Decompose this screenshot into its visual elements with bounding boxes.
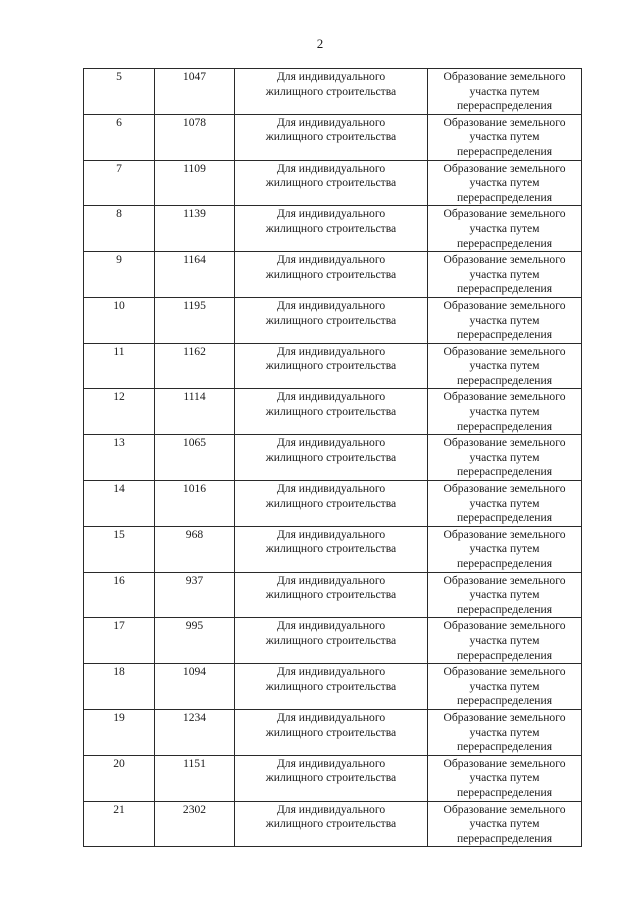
area-value: 1094 xyxy=(182,665,207,679)
formation-method-cell xyxy=(428,755,582,801)
permitted-use-line: Для индивидуального xyxy=(276,482,386,496)
permitted-use-line: жилищного строительства xyxy=(265,817,397,831)
area-value: 995 xyxy=(185,619,204,633)
permitted-use-line: жилищного строительства xyxy=(265,588,397,602)
formation-method-line: перераспределения xyxy=(456,328,553,342)
row-number: 9 xyxy=(116,253,122,267)
formation-method-line: перераспределения xyxy=(456,236,553,250)
table-row xyxy=(84,526,582,572)
permitted-use-line: Для индивидуального xyxy=(276,253,386,267)
row-number: 16 xyxy=(113,573,125,587)
permitted-use-line: жилищного строительства xyxy=(265,84,397,98)
permitted-use-line: жилищного строительства xyxy=(265,221,397,235)
table-body xyxy=(84,69,582,847)
permitted-use-line: жилищного строительства xyxy=(265,725,397,739)
formation-method-line: участка путем xyxy=(469,130,540,144)
table-row xyxy=(84,572,582,618)
permitted-use-line: жилищного строительства xyxy=(265,130,397,144)
formation-method-line: Образование земельного xyxy=(443,482,566,496)
formation-method-line: перераспределения xyxy=(456,785,553,799)
formation-method-cell xyxy=(428,206,582,252)
formation-method-line: Образование земельного xyxy=(443,161,566,175)
area-value: 1114 xyxy=(183,390,206,404)
formation-method-cell xyxy=(428,709,582,755)
formation-method-line: Образование земельного xyxy=(443,665,566,679)
row-number: 19 xyxy=(113,710,125,724)
area-cell xyxy=(155,69,235,115)
permitted-use-cell xyxy=(235,343,428,389)
row-number: 15 xyxy=(113,527,125,541)
table-row xyxy=(84,69,582,115)
area-value: 1109 xyxy=(183,161,206,175)
permitted-use-cell xyxy=(235,481,428,527)
formation-method-line: Образование земельного xyxy=(443,573,566,587)
formation-method-line: Образование земельного xyxy=(443,70,566,83)
permitted-use-line: жилищного строительства xyxy=(265,405,397,419)
permitted-use-line: Для индивидуального xyxy=(276,573,386,587)
formation-method-line: Образование земельного xyxy=(443,390,566,404)
area-value: 937 xyxy=(185,573,204,587)
permitted-use-line: жилищного строительства xyxy=(265,633,397,647)
area-value: 1151 xyxy=(183,756,206,770)
permitted-use-line: жилищного строительства xyxy=(265,450,397,464)
row-number: 5 xyxy=(116,70,122,83)
formation-method-line: участка путем xyxy=(469,450,540,464)
row-number-cell xyxy=(84,801,155,847)
row-number: 10 xyxy=(113,298,125,312)
permitted-use-cell xyxy=(235,389,428,435)
row-number: 13 xyxy=(113,436,125,450)
area-value: 1016 xyxy=(182,482,207,496)
area-cell xyxy=(155,664,235,710)
area-cell xyxy=(155,481,235,527)
table-row xyxy=(84,343,582,389)
row-number-cell xyxy=(84,114,155,160)
area-cell xyxy=(155,343,235,389)
row-number-cell xyxy=(84,709,155,755)
permitted-use-line: Для индивидуального xyxy=(276,298,386,312)
area-value: 1139 xyxy=(183,207,206,221)
formation-method-cell xyxy=(428,801,582,847)
formation-method-line: участка путем xyxy=(469,84,540,98)
formation-method-cell xyxy=(428,160,582,206)
formation-method-line: Образование земельного xyxy=(443,344,566,358)
row-number-cell xyxy=(84,618,155,664)
permitted-use-line: Для индивидуального xyxy=(276,527,386,541)
formation-method-line: перераспределения xyxy=(456,190,553,204)
table-row xyxy=(84,160,582,206)
permitted-use-line: жилищного строительства xyxy=(265,359,397,373)
permitted-use-cell xyxy=(235,572,428,618)
page-number: 2 xyxy=(316,36,324,51)
area-cell xyxy=(155,755,235,801)
formation-method-line: перераспределения xyxy=(456,282,553,296)
formation-method-line: перераспределения xyxy=(456,648,553,662)
area-value: 1195 xyxy=(183,298,206,312)
formation-method-cell xyxy=(428,664,582,710)
row-number-cell xyxy=(84,69,155,115)
table-row xyxy=(84,252,582,298)
formation-method-line: Образование земельного xyxy=(443,115,566,129)
formation-method-cell xyxy=(428,389,582,435)
permitted-use-cell xyxy=(235,297,428,343)
formation-method-line: перераспределения xyxy=(456,373,553,387)
permitted-use-cell xyxy=(235,664,428,710)
formation-method-line: Образование земельного xyxy=(443,436,566,450)
permitted-use-line: жилищного строительства xyxy=(265,679,397,693)
table-row xyxy=(84,206,582,252)
formation-method-line: перераспределения xyxy=(456,419,553,433)
formation-method-line: участка путем xyxy=(469,405,540,419)
area-cell xyxy=(155,252,235,298)
formation-method-line: Образование земельного xyxy=(443,710,566,724)
row-number-cell xyxy=(84,755,155,801)
permitted-use-line: Для индивидуального xyxy=(276,756,386,770)
row-number: 18 xyxy=(113,665,125,679)
area-value: 968 xyxy=(185,527,204,541)
row-number-cell xyxy=(84,297,155,343)
formation-method-line: перераспределения xyxy=(456,144,553,158)
area-value: 1234 xyxy=(182,710,207,724)
formation-method-line: участка путем xyxy=(469,771,540,785)
row-number-cell xyxy=(84,252,155,298)
permitted-use-line: Для индивидуального xyxy=(276,70,386,83)
permitted-use-cell xyxy=(235,618,428,664)
area-value: 1162 xyxy=(183,344,206,358)
formation-method-line: участка путем xyxy=(469,496,540,510)
formation-method-line: Образование земельного xyxy=(443,207,566,221)
area-cell xyxy=(155,709,235,755)
row-number: 11 xyxy=(113,344,125,358)
formation-method-cell xyxy=(428,343,582,389)
formation-method-line: участка путем xyxy=(469,633,540,647)
permitted-use-cell xyxy=(235,114,428,160)
permitted-use-cell xyxy=(235,709,428,755)
table-row xyxy=(84,709,582,755)
table-row xyxy=(84,297,582,343)
formation-method-line: перераспределения xyxy=(456,694,553,708)
formation-method-line: Образование земельного xyxy=(443,298,566,312)
table-row xyxy=(84,435,582,481)
formation-method-line: участка путем xyxy=(469,267,540,281)
formation-method-line: Образование земельного xyxy=(443,253,566,267)
formation-method-line: Образование земельного xyxy=(443,802,566,816)
permitted-use-cell xyxy=(235,160,428,206)
formation-method-line: участка путем xyxy=(469,221,540,235)
formation-method-line: участка путем xyxy=(469,725,540,739)
formation-method-line: перераспределения xyxy=(456,831,553,845)
area-cell xyxy=(155,526,235,572)
row-number: 6 xyxy=(116,115,122,129)
area-cell xyxy=(155,206,235,252)
formation-method-line: участка путем xyxy=(469,359,540,373)
formation-method-cell xyxy=(428,252,582,298)
table-row xyxy=(84,664,582,710)
table-row xyxy=(84,801,582,847)
area-value: 1078 xyxy=(182,115,207,129)
land-plots-table xyxy=(83,68,582,847)
formation-method-cell xyxy=(428,572,582,618)
area-value: 1065 xyxy=(182,436,207,450)
formation-method-line: участка путем xyxy=(469,679,540,693)
permitted-use-cell xyxy=(235,526,428,572)
permitted-use-cell xyxy=(235,252,428,298)
area-cell xyxy=(155,435,235,481)
permitted-use-line: жилищного строительства xyxy=(265,542,397,556)
area-cell xyxy=(155,297,235,343)
formation-method-cell xyxy=(428,69,582,115)
formation-method-line: участка путем xyxy=(469,588,540,602)
row-number: 8 xyxy=(116,207,122,221)
row-number: 7 xyxy=(116,161,122,175)
formation-method-line: перераспределения xyxy=(456,557,553,570)
permitted-use-line: Для индивидуального xyxy=(276,710,386,724)
permitted-use-line: жилищного строительства xyxy=(265,496,397,510)
permitted-use-line: Для индивидуального xyxy=(276,665,386,679)
permitted-use-line: Для индивидуального xyxy=(276,344,386,358)
permitted-use-line: Для индивидуального xyxy=(276,390,386,404)
area-cell xyxy=(155,618,235,664)
permitted-use-line: Для индивидуального xyxy=(276,207,386,221)
row-number-cell xyxy=(84,206,155,252)
formation-method-line: Образование земельного xyxy=(443,619,566,633)
row-number: 17 xyxy=(113,619,125,633)
table-row xyxy=(84,389,582,435)
row-number-cell xyxy=(84,389,155,435)
permitted-use-cell xyxy=(235,206,428,252)
area-cell xyxy=(155,572,235,618)
row-number: 20 xyxy=(113,756,125,770)
row-number-cell xyxy=(84,160,155,206)
area-cell xyxy=(155,801,235,847)
permitted-use-line: жилищного строительства xyxy=(265,313,397,327)
permitted-use-cell xyxy=(235,69,428,115)
permitted-use-line: Для индивидуального xyxy=(276,161,386,175)
permitted-use-cell xyxy=(235,755,428,801)
row-number: 21 xyxy=(113,802,125,816)
row-number-cell xyxy=(84,572,155,618)
permitted-use-line: жилищного строительства xyxy=(265,176,397,190)
table-row xyxy=(84,481,582,527)
formation-method-line: участка путем xyxy=(469,176,540,190)
permitted-use-cell xyxy=(235,801,428,847)
area-cell xyxy=(155,160,235,206)
row-number: 14 xyxy=(113,482,125,496)
formation-method-cell xyxy=(428,297,582,343)
area-cell xyxy=(155,114,235,160)
permitted-use-line: Для индивидуального xyxy=(276,436,386,450)
formation-method-line: перераспределения xyxy=(456,602,553,616)
table-row xyxy=(84,618,582,664)
formation-method-line: Образование земельного xyxy=(443,527,566,541)
formation-method-line: участка путем xyxy=(469,542,540,556)
formation-method-line: перераспределения xyxy=(456,465,553,479)
permitted-use-line: Для индивидуального xyxy=(276,802,386,816)
row-number: 12 xyxy=(113,390,125,404)
area-value: 1047 xyxy=(182,70,207,83)
area-value: 2302 xyxy=(182,802,207,816)
row-number-cell xyxy=(84,435,155,481)
row-number-cell xyxy=(84,343,155,389)
formation-method-line: участка путем xyxy=(469,817,540,831)
permitted-use-line: Для индивидуального xyxy=(276,115,386,129)
formation-method-line: Образование земельного xyxy=(443,756,566,770)
row-number-cell xyxy=(84,481,155,527)
formation-method-line: перераспределения xyxy=(456,740,553,754)
table-row xyxy=(84,114,582,160)
formation-method-cell xyxy=(428,481,582,527)
row-number-cell xyxy=(84,526,155,572)
permitted-use-line: жилищного строительства xyxy=(265,771,397,785)
area-cell xyxy=(155,389,235,435)
area-value: 1164 xyxy=(183,253,206,267)
row-number-cell xyxy=(84,664,155,710)
formation-method-cell xyxy=(428,618,582,664)
formation-method-line: перераспределения xyxy=(456,99,553,113)
formation-method-line: участка путем xyxy=(469,313,540,327)
permitted-use-line: жилищного строительства xyxy=(265,267,397,281)
formation-method-cell xyxy=(428,114,582,160)
formation-method-cell xyxy=(428,435,582,481)
formation-method-line: перераспределения xyxy=(456,511,553,525)
permitted-use-line: Для индивидуального xyxy=(276,619,386,633)
formation-method-cell xyxy=(428,526,582,572)
permitted-use-cell xyxy=(235,435,428,481)
table-row xyxy=(84,755,582,801)
